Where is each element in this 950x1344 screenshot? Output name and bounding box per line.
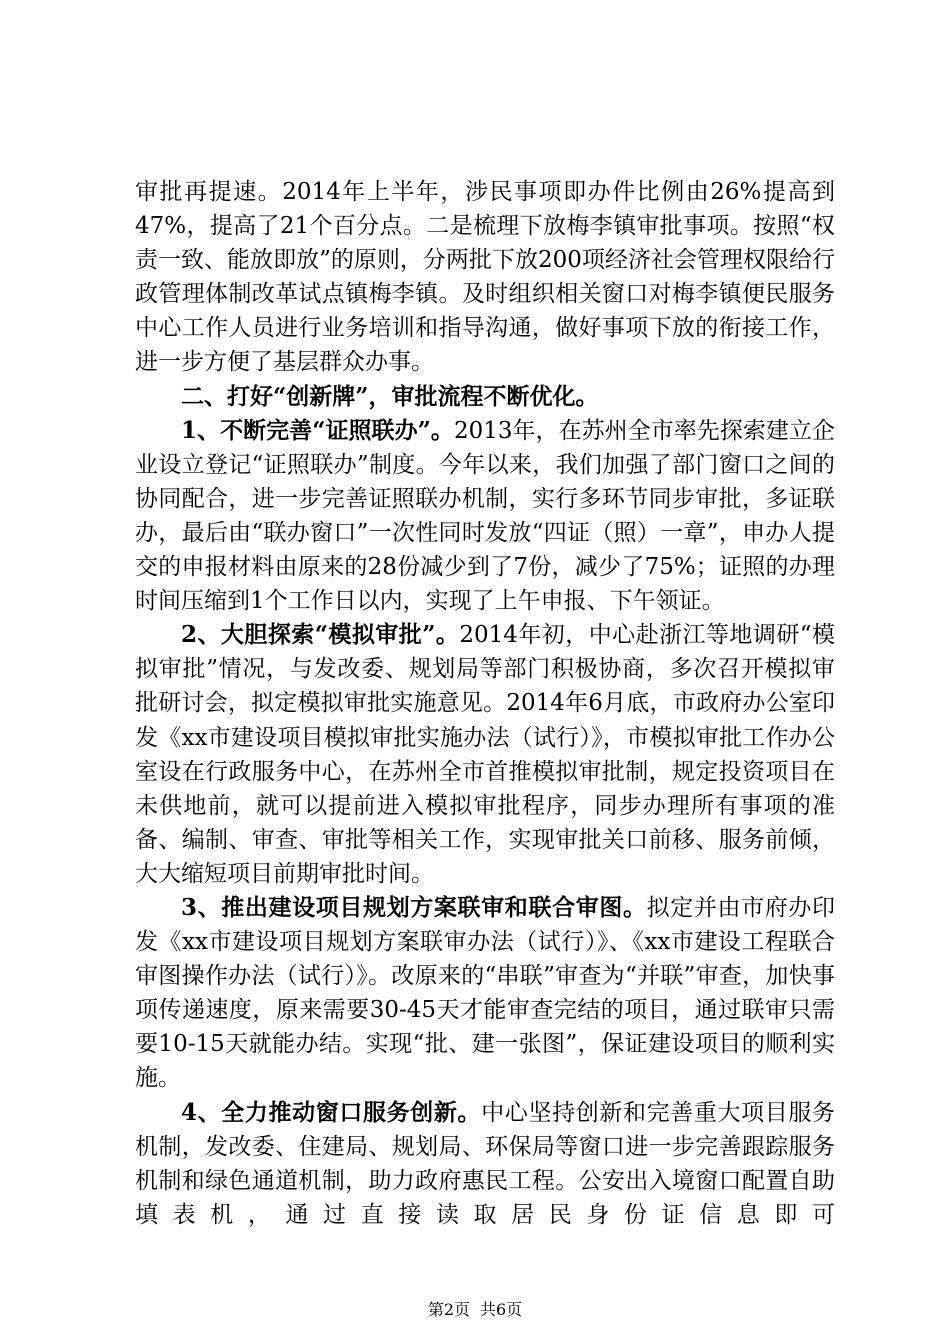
paragraph-window-innovation [135,1096,835,1232]
paragraph-license-joint [135,414,835,619]
paragraph-text: 2014年初，中心赴浙江等地调研“模拟审批”情况，与发改委、规划局等部门积极协商，多次召开模拟审批研讨会，拟定模拟审批实施意见。2014年6月底，市政府办公室印发《xx市建设项目模拟审批实施办法（试行）》，市模拟审批工作办公室设在行政服务中心，在苏州全市首推模拟审批制，规定投资项目在未供地前，就可以提前进入模拟审批程序，同步办理所有事项的准备、编制、审查、审批等相关工作，实现审批关口前移、服务前倾，大大缩短项目前期审批时间。 [135,622,835,887]
paragraph-lead: 1、不断完善“证照联办”。 [181,416,454,444]
paragraph-approval-speedup [135,175,835,380]
document-body [135,175,835,1232]
paragraph-text: 2013年，在苏州全市率先探索建立企业设立登记“证照联办”制度。今年以来，我们加强了部门窗口之间的协同配合，进一步完善证照联办机制，实行多环节同步审批，多证联办，最后由“联办窗口”一次性同时发放“四证（照）一章”，申办人提交的申报材料由原来的28份减少到了7份，减少了75%；证照的办理时间压缩到1个工作日以内，实现了上午申报、下午领证。 [135,417,835,615]
paragraph-joint-review [135,891,835,1096]
paragraph-text: 审批再提速。2014年上半年，涉民事项即办件比例由26%提高到47%，提高了21个百分点。二是梳理下放梅李镇审批事项。按照“权责一致、能放即放”的原则，分两批下放200项经济社会管理权限给行政管理体制改革试点镇梅李镇。及时组织相关窗口对梅李镇便民服务中心工作人员进行业务培训和指导沟通，做好事项下放的衔接工作，进一步方便了基层群众办事。 [135,179,835,376]
paragraph-text: 中心坚持创新和完善重大项目服务机制，发改委、住建局、规划局、环保局等窗口进一步完善跟踪服务机制和绿色通道机制，助力政府惠民工程。公安出入境窗口配置自助填表机，通过直接读取居民身份证信息即可 [135,1099,835,1228]
paragraph-lead: 4、全力推动窗口服务创新。 [181,1098,482,1126]
paragraph-simulated-approval [135,618,835,891]
paragraph-lead: 3、推出建设项目规划方案联审和联合审图。 [181,893,647,921]
section-heading: 二、打好“创新牌”，审批流程不断优化。 [181,382,599,410]
page-number: 第2页 [427,1300,470,1319]
page-total: 共6页 [480,1300,523,1319]
paragraph-lead: 2、大胆探索“模拟审批”。 [181,621,460,649]
page-footer [0,1300,950,1320]
paragraph-text: 拟定并由市府办印发《xx市建设项目规划方案联审办法（试行）》、《xx市建设工程联合审图操作办法（试行）》。改原来的“串联”审查为“并联”审查，加快事项传递速度，原来需要30-45天才能审查完结的项目，通过联审只需要10-15天就能办结。实现“批、建一张图”，保证建设项目的顺利实施。 [135,894,835,1092]
section-heading-innovation [135,380,835,414]
